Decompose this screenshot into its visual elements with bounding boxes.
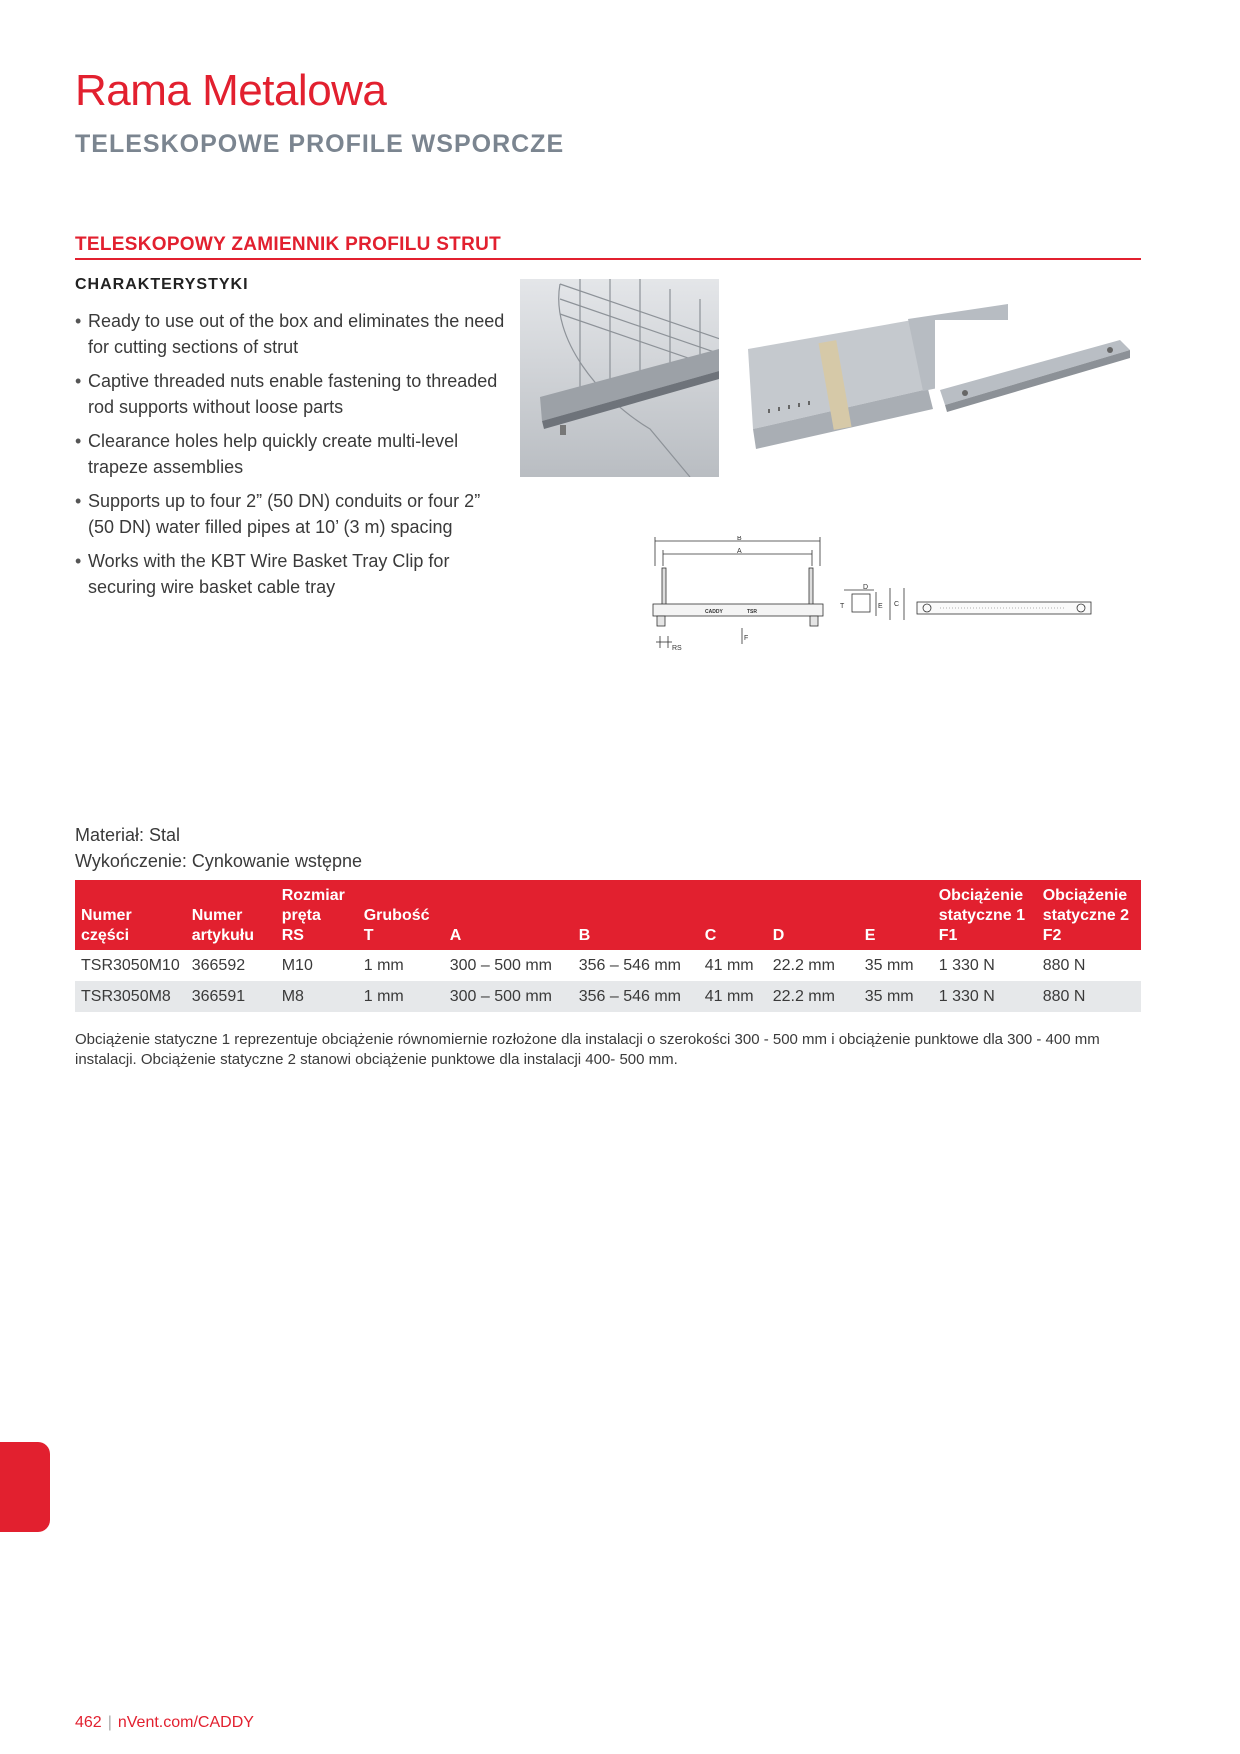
product-photo-strut-full xyxy=(935,320,1135,420)
dim-label-rs: RS xyxy=(672,645,682,652)
feature-item: • Works with the KBT Wire Basket Tray Clip for securing wire basket cable tray xyxy=(75,548,505,600)
feature-item: • Ready to use out of the box and eliminates the need for cutting sections of strut xyxy=(75,308,505,360)
feature-item: • Captive threaded nuts enable fastening to threaded rod supports without loose parts xyxy=(75,368,505,420)
cell-article-number: 366591 xyxy=(186,981,276,1012)
cell-d: 22.2 mm xyxy=(767,981,859,1012)
col-header-f2: Obciążenie statyczne 2 F2 xyxy=(1037,880,1141,950)
col-header-c: C xyxy=(699,880,767,950)
material-info xyxy=(75,822,362,874)
table-row xyxy=(75,981,1141,1012)
col-header-part-number: Numer części xyxy=(75,880,186,950)
col-header-e: E xyxy=(859,880,933,950)
cell-e: 35 mm xyxy=(864,956,914,974)
material-line: Materiał: Stal xyxy=(75,825,181,845)
cell-part-number: TSR3050M10 xyxy=(81,956,180,974)
cell-part-number: TSR3050M8 xyxy=(75,981,186,1012)
section-divider xyxy=(75,258,1141,260)
feature-item: • Clearance holes help quickly create multi-level trapeze assemblies xyxy=(75,428,505,480)
cell-thickness: 1 mm xyxy=(358,981,444,1012)
footer-url[interactable]: nVent.com/CADDY xyxy=(117,1714,254,1731)
dimension-diagram-front xyxy=(650,536,825,656)
product-photo-wire-basket xyxy=(520,279,719,477)
col-header-b: B xyxy=(573,880,699,950)
page-subtitle: TELESKOPOWE PROFILE WSPORCZE xyxy=(75,130,565,158)
dim-label-c: C xyxy=(894,601,900,608)
table-row xyxy=(75,950,1141,981)
cell-a: 300 – 500 mm xyxy=(444,981,573,1012)
col-header-rod-size: Rozmiar pręta RS xyxy=(276,880,358,950)
cell-e: 35 mm xyxy=(859,981,933,1012)
col-header-f1: Obciążenie statyczne 1 F1 xyxy=(933,880,1037,950)
cell-b: 356 – 546 mm xyxy=(578,956,681,974)
table-header-row xyxy=(75,880,1141,950)
part-code-mark: TSR xyxy=(747,609,757,615)
part-brand-mark: CADDY xyxy=(705,609,723,615)
cell-c: 41 mm xyxy=(699,981,767,1012)
cell-c: 41 mm xyxy=(704,956,754,974)
footnote: Obciążenie statyczne 1 reprezentuje obciążenie równomiernie rozłożone dla instalacji o szerokości 300 - 500 mm i obciążenie punktowe dla 300 - 400 mm instalacji. Obciążenie statyczne 2 stanowi obciążenie punktowe dla instalacji 400- 500 mm. xyxy=(75,1031,1100,1068)
dim-label-f: F xyxy=(744,635,749,642)
characteristics-heading: CHARAKTERYSTYKI xyxy=(75,276,249,293)
dim-label-a: A xyxy=(737,548,742,555)
cell-rod-size: M10 xyxy=(281,956,313,974)
feature-item: • Supports up to four 2” (50 DN) conduits or four 2” (50 DN) water filled pipes at 10’ (3 m) spacing xyxy=(75,488,505,540)
feature-list xyxy=(75,308,505,608)
col-header-article-number: Numer artykułu xyxy=(186,880,276,950)
dim-label-b: B xyxy=(737,536,742,542)
cell-rod-size: M8 xyxy=(276,981,358,1012)
page-title: Rama Metalowa xyxy=(75,66,387,115)
col-header-thickness: Grubość T xyxy=(358,880,444,950)
col-header-a: A xyxy=(444,880,573,950)
cell-d: 22.2 mm xyxy=(772,956,835,974)
page-footer xyxy=(75,1714,254,1732)
col-header-d: D xyxy=(767,880,859,950)
page-number: 462 xyxy=(75,1714,102,1731)
dim-label-d: D xyxy=(863,584,869,591)
section-title: TELESKOPOWY ZAMIENNIK PROFILU STRUT xyxy=(75,234,502,255)
section-tab-marker xyxy=(0,1442,50,1532)
dimension-diagram-top xyxy=(915,590,1095,630)
cell-f2: 880 N xyxy=(1037,981,1141,1012)
cell-article-number: 366592 xyxy=(191,956,246,974)
cell-b: 356 – 546 mm xyxy=(573,981,699,1012)
cell-f1: 1 330 N xyxy=(938,956,995,974)
dim-label-e: E xyxy=(878,603,883,610)
cell-f2: 880 N xyxy=(1042,956,1086,974)
cell-f1: 1 330 N xyxy=(933,981,1037,1012)
cell-thickness: 1 mm xyxy=(363,956,404,974)
cell-a: 300 – 500 mm xyxy=(449,956,552,974)
footer-separator: | xyxy=(107,1714,112,1731)
finish-line: Wykończenie: Cynkowanie wstępne xyxy=(75,851,362,871)
dim-label-t: T xyxy=(840,603,845,610)
spec-table xyxy=(75,880,1141,1012)
